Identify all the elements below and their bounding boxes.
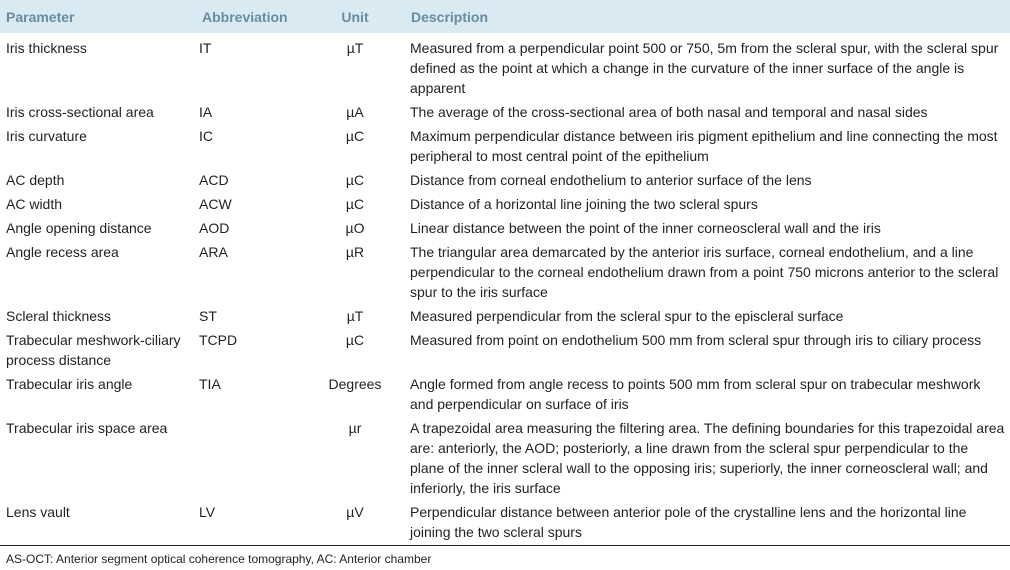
cell-abbreviation: IC (199, 128, 213, 144)
cell-parameter: Trabecular meshwork-ciliary process distance (6, 332, 181, 368)
cell-unit: µV (305, 500, 405, 546)
cell-description: Maximum perpendicular distance between iris pigment epithelium and line connecting the most peripheral to most central point of the epithelium (410, 128, 998, 164)
header-description: Description (411, 8, 489, 25)
table-row (0, 100, 1010, 124)
cell-unit: µT (346, 308, 364, 324)
cell-description: Distance from corneal endothelium to anterior surface of the lens (410, 172, 812, 188)
cell-abbreviation: TIA (199, 376, 221, 392)
cell-abbreviation: ARA (199, 244, 228, 260)
cell-unit: µA (346, 104, 364, 120)
table-row (0, 192, 1010, 216)
header-parameter: Parameter (6, 8, 75, 25)
cell-description: Distance of a horizontal line joining the two scleral spurs (410, 196, 758, 212)
cell-parameter: AC width (6, 196, 63, 212)
cell-abbreviation: IT (199, 40, 212, 56)
header-unit: Unit (341, 8, 369, 25)
table-body (0, 33, 1010, 546)
cell-unit: Degrees (328, 376, 382, 392)
cell-parameter: Trabecular iris space area (6, 420, 168, 436)
cell-parameter: Iris cross-sectional area (6, 104, 154, 120)
cell-abbreviation: ACW (199, 196, 232, 212)
cell-unit: µC (345, 172, 365, 188)
cell-parameter: Iris curvature (6, 128, 87, 144)
cell-unit: µC (345, 128, 365, 144)
table-row (0, 372, 1010, 416)
table-row (0, 416, 1010, 500)
table-row (0, 240, 1010, 304)
cell-parameter: Lens vault (0, 500, 196, 546)
table-footnote: AS-OCT: Anterior segment optical coherence tomography, AC: Anterior chamber (6, 552, 432, 566)
header-abbreviation: Abbreviation (202, 8, 288, 25)
cell-parameter: Angle opening distance (6, 220, 152, 236)
header-row (0, 0, 1010, 33)
table-row (0, 33, 1010, 100)
cell-abbreviation: TCPD (199, 332, 238, 348)
cell-description: Measured perpendicular from the scleral spur to the episcleral surface (410, 308, 844, 324)
cell-description: Angle formed from angle recess to points 500 mm from scleral spur on trabecular meshwork and perpendicular on surface of iris (410, 376, 981, 412)
cell-unit: µT (346, 40, 364, 56)
cell-parameter: AC depth (6, 172, 65, 188)
cell-description: Perpendicular distance between anterior pole of the crystalline lens and the horizontal line joining the two scleral spurs (405, 500, 1010, 546)
table-row (0, 124, 1010, 168)
cell-description: Linear distance between the point of the inner corneoscleral wall and the iris (410, 220, 881, 236)
cell-abbreviation (196, 416, 305, 500)
cell-parameter: Angle recess area (6, 244, 119, 260)
cell-abbreviation: ACD (199, 172, 229, 188)
cell-description: Measured from a perpendicular point 500 or 750, 5m from the scleral spur, with the scleral spur defined as the point at which a change in the curvature of the inner surface of the angle is apparent (410, 40, 999, 96)
cell-abbreviation: AOD (199, 220, 230, 236)
table-row (0, 328, 1010, 372)
cell-unit: µO (345, 220, 365, 236)
table-row (0, 216, 1010, 240)
cell-description: The triangular area demarcated by the anterior iris surface, corneal endothelium, and a line perpendicular to the corneal endothelium drawn from a point 750 microns anterior to the scleral spur to the iris surface (410, 244, 999, 300)
cell-parameter: Scleral thickness (6, 308, 112, 324)
cell-description: The average of the cross-sectional area of both nasal and temporal and nasal sides (410, 104, 928, 120)
table-header (0, 0, 1010, 33)
cell-abbreviation: ST (199, 308, 217, 324)
cell-parameter: Trabecular iris angle (6, 376, 133, 392)
table-row (0, 168, 1010, 192)
cell-abbreviation: LV (196, 500, 305, 546)
cell-abbreviation: IA (199, 104, 213, 120)
cell-parameter: Iris thickness (6, 40, 87, 56)
cell-unit: µR (345, 244, 365, 260)
cell-unit: µC (345, 332, 365, 348)
table-row (0, 500, 1010, 546)
cell-unit: µC (345, 196, 365, 212)
cell-description: A trapezoidal area measuring the filtering area. The defining boundaries for this trapezoidal area are: anteriorly, the AOD; posteriorly, a line drawn from the scleral spur perpendicular to the plane of the inner scleral wall to the opposing iris; superiorly, the inner corneoscleral wall; and inferiorly, the iris surface (410, 420, 1005, 496)
cell-unit: µr (348, 420, 362, 436)
table-row (0, 304, 1010, 328)
cell-description: Measured from point on endothelium 500 mm from scleral spur through iris to ciliary process (410, 332, 982, 348)
